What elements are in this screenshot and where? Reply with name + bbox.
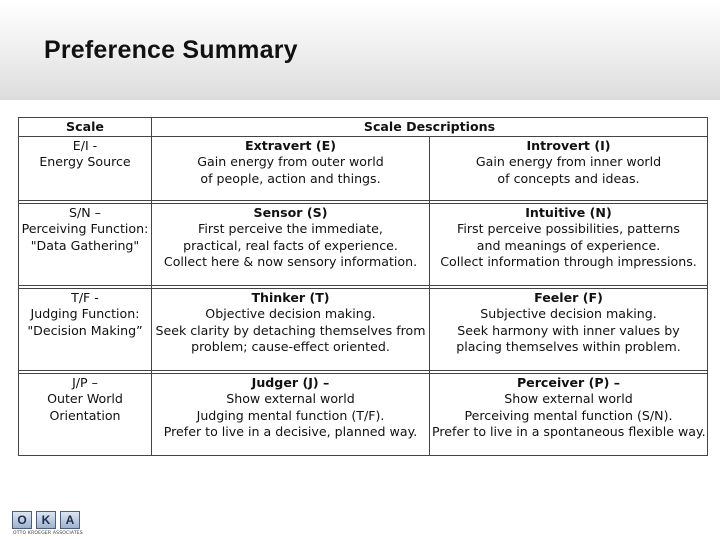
description-line: of concepts and ideas. <box>497 170 640 186</box>
description-line: Show external world <box>226 391 355 406</box>
description-line: Perceiving mental function (S/N). <box>464 407 673 423</box>
oka-logo <box>12 511 88 539</box>
description-line: First perceive possibilities, patterns <box>457 221 680 236</box>
scale-cell <box>19 136 152 200</box>
preference-title: Sensor (S) <box>253 204 328 220</box>
preference-title: Feeler (F) <box>534 289 603 305</box>
scale-cell <box>19 203 152 285</box>
preference-title: Extravert (E) <box>245 137 336 153</box>
preference-title: Perceiver (P) – <box>516 374 621 390</box>
description-line: placing themselves within problem. <box>456 339 681 354</box>
description-line: Collect here & now sensory information. <box>163 254 418 269</box>
table-row-jp <box>19 373 708 455</box>
table-row-ei <box>19 136 708 200</box>
description-line: Prefer to live in a spontaneous flexible way. <box>432 424 706 439</box>
description-line: practical, real facts of experience. <box>183 237 398 253</box>
scale-line: E/I - <box>72 137 98 153</box>
slide-header <box>0 0 720 100</box>
description-cell-intuitive <box>430 203 708 285</box>
preference-title: Intuitive (N) <box>525 204 612 220</box>
description-cell-introvert <box>430 136 708 200</box>
logo-letter: A <box>60 511 80 529</box>
scale-line: Judging Function: <box>30 306 140 321</box>
description-line: Objective decision making. <box>205 306 376 321</box>
description-line: of people, action and things. <box>200 170 381 186</box>
table-row-sn <box>19 203 708 285</box>
scale-line: Energy Source <box>39 154 131 169</box>
description-cell-extravert <box>152 136 430 200</box>
description-line: Judging mental function (T/F). <box>196 407 385 423</box>
scale-line: S/N – <box>69 204 101 220</box>
description-line: Show external world <box>504 391 633 406</box>
description-cell-sensor <box>152 203 430 285</box>
header-scale-descriptions: Scale Descriptions <box>152 118 708 137</box>
description-line: First perceive the immediate, <box>198 221 383 236</box>
scale-cell <box>19 288 152 370</box>
description-line: Seek harmony with inner values by <box>457 322 680 338</box>
preference-title: Judger (J) – <box>251 374 330 390</box>
description-cell-feeler <box>430 288 708 370</box>
description-line: Gain energy from inner world <box>475 154 662 169</box>
scale-cell <box>19 373 152 455</box>
description-line: Prefer to live in a decisive, planned way. <box>163 424 418 439</box>
scale-line: Outer World <box>47 391 123 406</box>
scale-line: Perceiving Function: <box>21 221 149 236</box>
logo-letter: O <box>12 511 32 529</box>
table-row-tf <box>19 288 708 370</box>
logo-letter: K <box>36 511 56 529</box>
scale-line: "Decision Making” <box>27 322 143 338</box>
page-title: Preference Summary <box>44 36 298 64</box>
description-cell-perceiver <box>430 373 708 455</box>
scale-line: "Data Gathering" <box>30 237 140 253</box>
description-cell-thinker <box>152 288 430 370</box>
preference-title: Thinker (T) <box>251 289 330 305</box>
logo-tagline: OTTO KROEGER ASSOCIATES <box>13 531 83 536</box>
description-cell-judger <box>152 373 430 455</box>
preference-title: Introvert (I) <box>526 137 611 153</box>
description-line: Collect information through impressions. <box>440 254 697 269</box>
header-scale: Scale <box>19 118 152 137</box>
preference-table <box>18 117 708 456</box>
description-line: Gain energy from outer world <box>197 154 384 169</box>
scale-line: T/F - <box>71 289 99 305</box>
table-header-row <box>19 118 708 137</box>
description-line: problem; cause-effect oriented. <box>191 339 390 354</box>
description-line: and meanings of experience. <box>476 237 661 253</box>
description-line: Subjective decision making. <box>480 306 657 321</box>
scale-line: Orientation <box>49 407 121 423</box>
scale-line: J/P – <box>72 374 98 390</box>
description-line: Seek clarity by detaching themselves from <box>155 322 426 338</box>
